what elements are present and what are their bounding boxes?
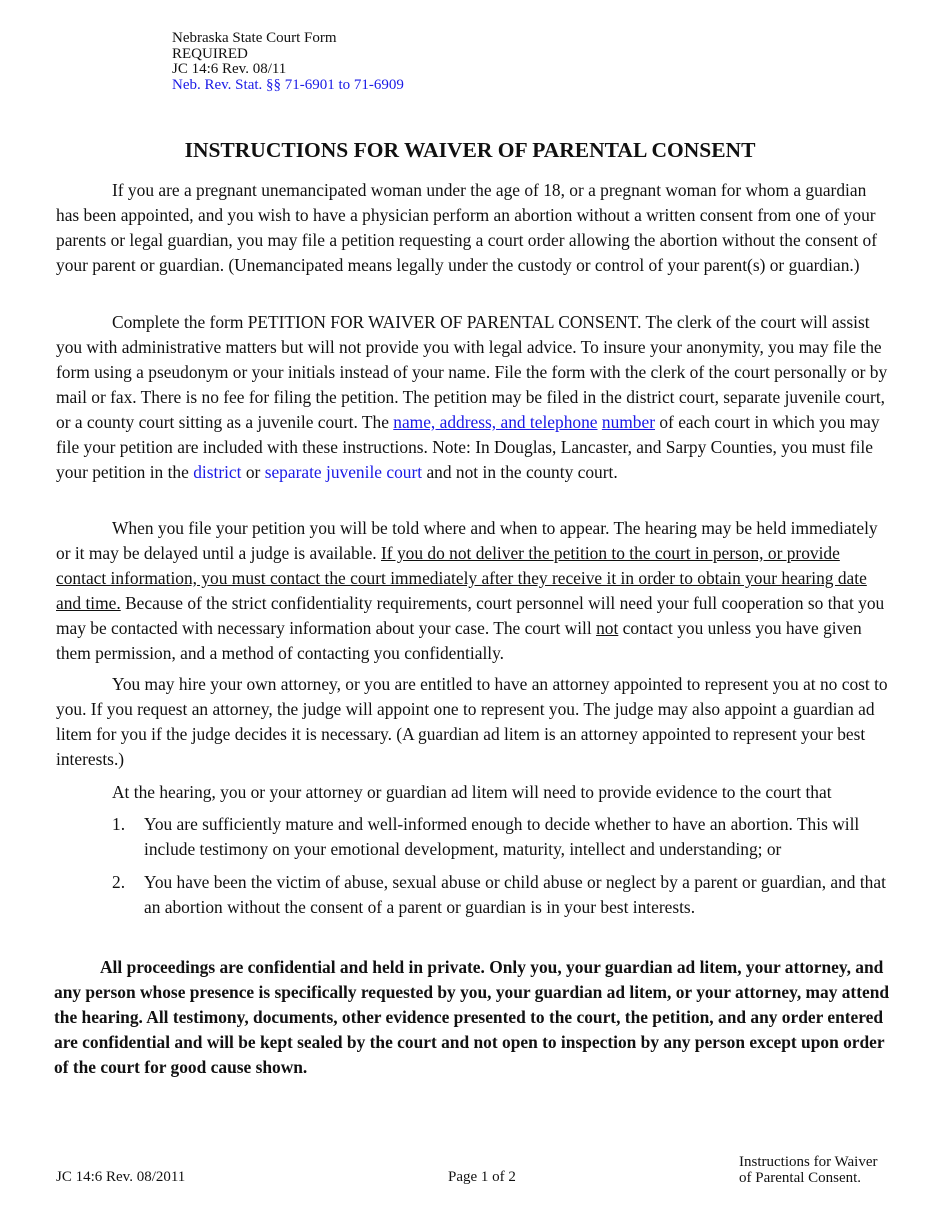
confidentiality-notice: All proceedings are confidential and held in private. Only you, your guardian ad litem, your attorney, and any person whose presence is specifically requested by you, your guardian ad litem, or your attorney, may attend the hearing. All testimony, documents, other evidence presented to the court, the petition, and any order entered are confidential and will be kept sealed by the court and not open to inspection by any person except upon order of the court for good cause shown. (54, 957, 890, 1077)
footer-form-title: Instructions for Waiver of Parental Consent. (739, 1154, 878, 1186)
district-court-link[interactable]: district (193, 462, 242, 482)
header-court-form: Nebraska State Court Form (172, 30, 337, 46)
list-item: 1. You are sufficiently mature and well-informed enough to decide whether to have an abortion. This will include testimony on your emotional development, maturity, intellect and understanding; or (112, 814, 860, 859)
page-title: INSTRUCTIONS FOR WAIVER OF PARENTAL CONSENT (184, 138, 756, 162)
paragraph-eligibility: If you are a pregnant unemancipated woman under the age of 18, or a pregnant woman for whom a guardian has been appointed, and you wish to have a physician perform an abortion without a written consent from one of your parents or legal guardian, you may file a petition requesting a court order allowing the abortion without the consent of your parent or guardian. (Unemancipated means legally under the custody or control of your parent(s) or guardian.) (56, 180, 877, 275)
header-form-number: JC 14:6 Rev. 08/11 (172, 61, 287, 77)
footer-form-number: JC 14:6 Rev. 08/2011 (56, 1169, 186, 1185)
not-emphasis: not (596, 618, 619, 638)
footer-page-number: Page 1 of 2 (448, 1169, 516, 1185)
court-contact-link[interactable]: name, address, and telephone (393, 412, 598, 432)
paragraph-hearing: When you file your petition you will be told where and when to appear. The hearing may be held immediately or it may be delayed until a judge is available. If you do not deliver the petition to the court in person, or provide contact information, you must contact the court immediately after they receive it in order to obtain your hearing date and time. Because of the strict confidentiality requirements, court personnel will need your full cooperation so that you may be contacted with necessary information about your case. The court will not contact you unless you have given them permission, and a method of contacting you confidentially. (56, 518, 885, 663)
paragraph-attorney: You may hire your own attorney, or you are entitled to have an attorney appointed to represent you at no cost to you. If you request an attorney, the judge will appoint one to represent you. The judge may also appoint a guardian ad litem for you if the judge decides it is necessary. (A guardian ad litem is an attorney appointed to represent your best interests.) (56, 674, 888, 769)
header-statute-link[interactable]: Neb. Rev. Stat. §§ 71-6901 to 71-6909 (172, 76, 404, 93)
paragraph-filing: Complete the form PETITION FOR WAIVER OF PARENTAL CONSENT. The clerk of the court will assist you with administrative matters but will not provide you with legal advice. To insure your anonymity, you may file the form using a pseudonym or your initials instead of your name. File the form with the clerk of the court personally or by mail or fax. There is no fee for filing the petition. The petition may be filed in the district court, separate juvenile court, or a county court sitting as a juvenile court. The name, address, and telephone number of each court in which you may file your petition are included with these instructions. Note: In Douglas, Lancaster, and Sarpy Counties, you must file your petition in the district or separate juvenile court and not in the county court. (56, 312, 888, 482)
contact-court-notice: If you do not deliver the petition to the court in person, or provide contact information, you must contact the court immediately after they receive it in order to obtain your hearing date and time. (56, 543, 867, 613)
requirements-list (56, 812, 896, 920)
header-required: REQUIRED (172, 45, 248, 62)
list-item: 2. You have been the victim of abuse, sexual abuse or child abuse or neglect by a parent or guardian, and that an abortion without the consent of a parent or guardian is in your best interests. (112, 872, 886, 917)
paragraph-evidence: At the hearing, you or your attorney or guardian ad litem will need to provide evidence to the court that (112, 782, 832, 802)
form-header (172, 31, 404, 93)
court-number-link[interactable]: number (601, 412, 656, 432)
juvenile-court-link[interactable]: separate juvenile court (264, 462, 423, 482)
